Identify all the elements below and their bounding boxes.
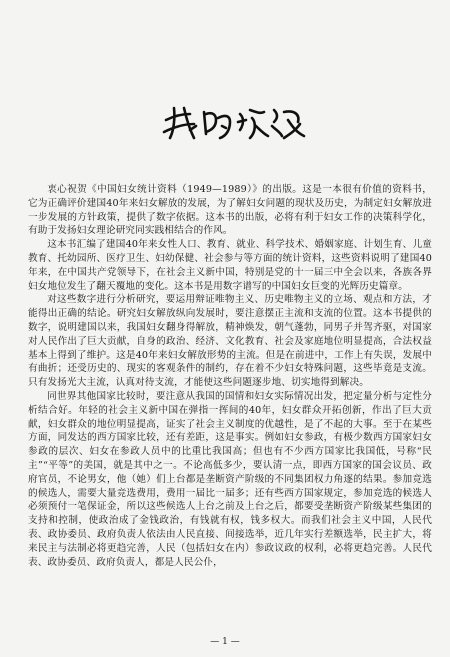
paragraph: 这本书汇编了建国40年来女性人口、教育、就业、科学技术、婚姻家庭、计划生育、儿童教育、托幼园所、医疗卫生、妇幼保健、社会参与等方面的统计资料，这些资料说明了建国40年来，在中国共产党领导下，在社会主义新中国，特别是党的十一届三中全会以来，各族各界妇女地位发生了翻天覆地的变化。这本书是用数字谱写的中国妇女巨变的光辉历史篇章。 — [28, 239, 432, 292]
page-number: — 1 — — [210, 637, 240, 647]
paragraph: 衷心祝贺《中国妇女统计资料（1949—1989）》的出版。这是一本很有价值的资料书，它为正确评价建国40年来妇女解放的发展，为了解妇女问题的现状及历史，为制定妇女解放进一步发展的方针政策，提供了数字依据。这本书的出版，必将有利于妇女工作的决策科学化，有助于发扬妇女理论研究同实践相结合的作风。 — [28, 184, 432, 237]
calligraphy-title — [160, 100, 310, 144]
calligraphy-title-art — [160, 100, 310, 144]
body-text — [28, 183, 432, 569]
paragraph: 对这些数字进行分析研究，要运用辩证唯物主义、历史唯物主义的立场、观点和方法，才能得出正确的结论。研究妇女解放纵向发展时，要注意摆正主流和支流的位置。这本书提供的数字，说明建国以来，我国妇女翻身得解放，精神焕发，朝气蓬勃，同男子并驾齐驱，对国家对人民作出了巨大贡献，自身的政治、经济、文化教育、社会及家庭地位明显提高，合法权益基本上得到了维护。这是40年来妇女解放形势的主流。但是在前进中，工作上有失误，发展中有曲折；还受历史的、现实的客观条件的制约，存在着不少妇女特殊问题，这些毕竟是支流。只有发扬光大主流，认真对待支流，才能使这些问题逐步地、切实地得到解决。 — [28, 294, 432, 389]
paragraph: 同世界其他国家比较时，要注意从我国的国情和妇女实际情况出发，把定量分析与定性分析结合好。年轻的社会主义新中国在弹指一挥间的40年，妇女群众开拓创新，作出了巨大贡献，妇女群众的地位明显提高，证实了社会主义制度的优越性，是了不起的大事。至于在某些方面，同发达的西方国家比较，还有差距，这是事实。例如妇女参政，有极少数西方国家妇女参政的层次、妇女在参政人员中的比重比我国高；但也有不少西方国家比我国低，号称“民主”“平等”的美国，就是其中之一。不论高低多少，要认清一点，即西方国家的国会议员、政府官员，不论男女，他（她）们上台都是垄断资产阶级的不同集团权力角逐的结果。参加竞选的候选人，需要大量竞选费用，费用一届比一届多；还有些西方国家规定，参加竞选的候选人必须预付一笔保证金，所以这些候选人上台之前及上台之后，都要受垄断资产阶级某些集团的支持和控制，使政治成了金钱政治，有钱就有权，钱多权大。而我们社会主义中国，人民代表、政协委员、政府负责人依法由人民直接、间接选举，近几年实行差额选举，民主扩大，将来民主与法制必将更趋完善，人民（包括妇女在内）参政议政的权利，必将更趋完善。人民代表、政协委员、政府负责人，都是人民公仆， — [28, 390, 432, 568]
